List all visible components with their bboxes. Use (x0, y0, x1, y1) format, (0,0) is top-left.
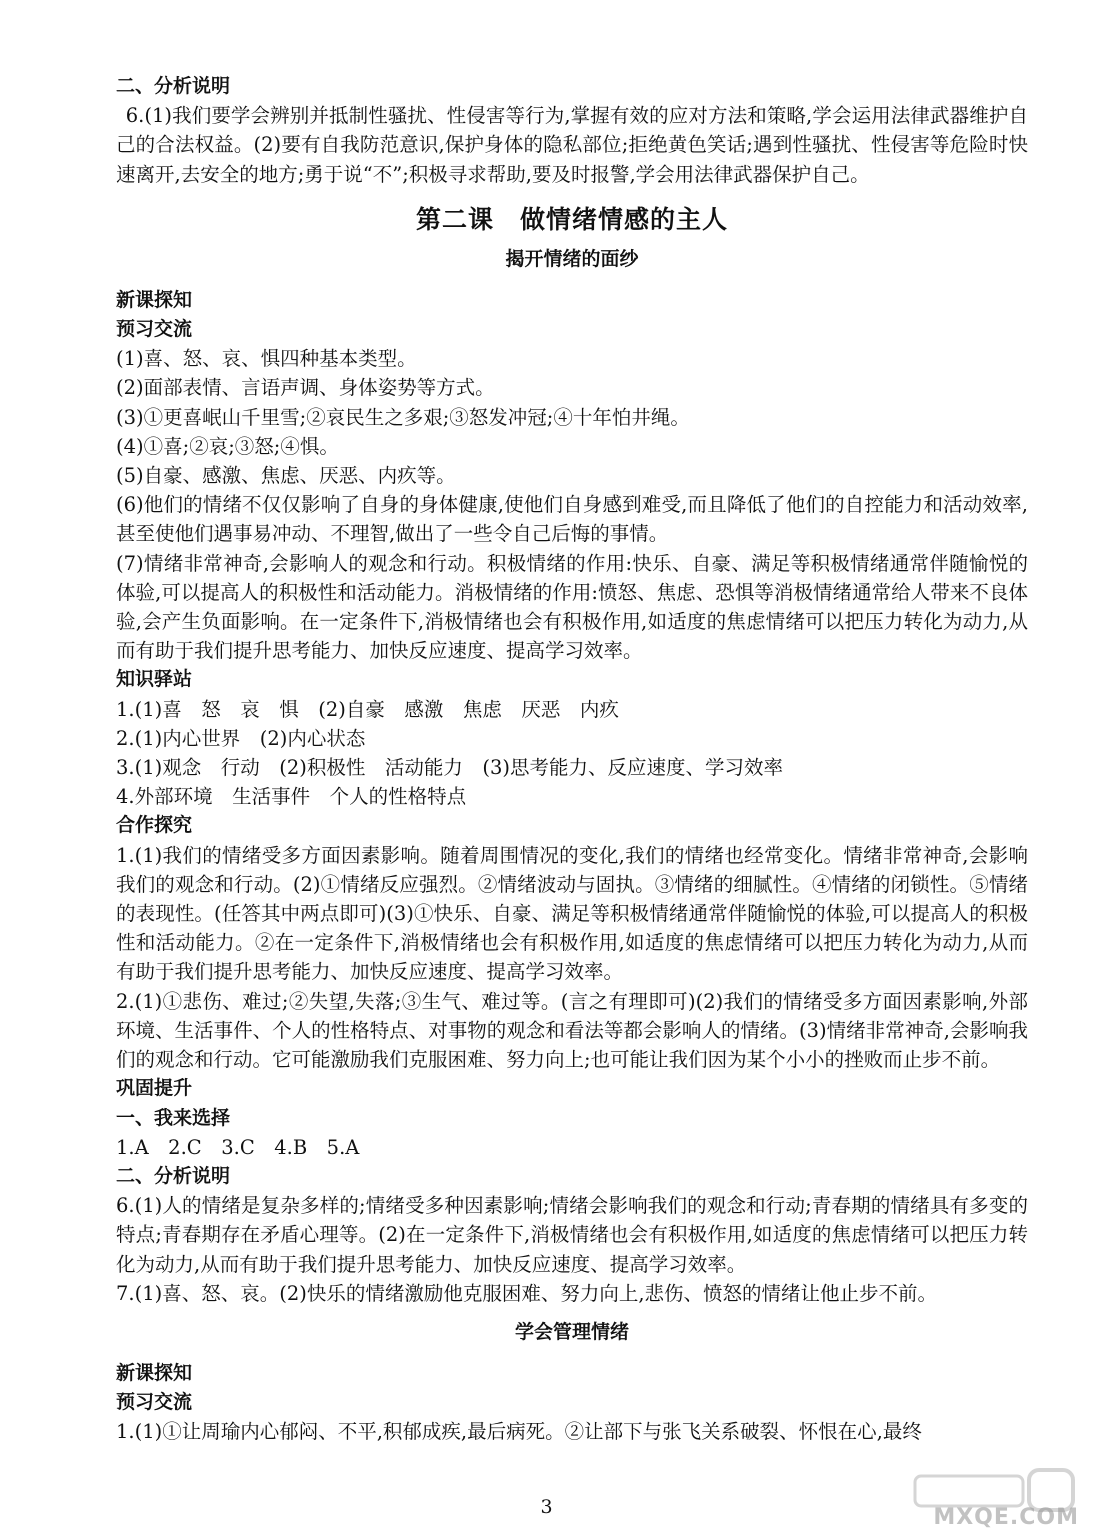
watermark-text: MXQE.COM (933, 1505, 1079, 1530)
zhishi-item-1: 1.(1)喜 怒 哀 惧 (2)自豪 感激 焦虑 厌恶 内疚 (116, 697, 619, 721)
answer-q6-top: 6.(1)我们要学会辨别并抵制性骚扰、性侵害等行为,掌握有效的应对方法和策略,学会运用法律武器维护自己的合法权益。(2)要有自我防范意识,保护身体的隐私部位;拒绝黄色笑话;遇到性骚扰、性侵害等危险时快速离开,去安全的地方;勇于说“不”;积极寻求帮助,要及时报警,学会用法律武器保护自己。 (116, 104, 1028, 186)
heading-xinke-1: 新课探知 (116, 288, 193, 311)
heading-choose: 一、我来选择 (116, 1106, 231, 1129)
analysis-item-6: 6.(1)人的情绪是复杂多样的;情绪受多种因素影响;情绪会影响我们的观念和行动;青春期的情绪具有多变的特点;青春期存在矛盾心理等。(2)在一定条件下,消极情绪也会有积极作用,如适度的焦虑情绪可以把压力转化为动力,从而有助于我们提升思考能力、加快反应速度、提高学习效率。 (116, 1194, 1028, 1276)
zhishi-item-4: 4.外部环境 生活事件 个人的性格特点 (116, 785, 467, 809)
analysis-item-7: 7.(1)喜、怒、哀。(2)快乐的情绪激励他克服困难、努力向上,悲伤、愤怒的情绪让他止步不前。 (116, 1281, 938, 1305)
section-title-2: 学会管理情绪 (514, 1320, 629, 1343)
zhishi-item-3: 3.(1)观念 行动 (2)积极性 活动能力 (3)思考能力、反应速度、学习效率 (116, 756, 783, 780)
zhishi-item-2: 2.(1)内心世界 (2)内心状态 (116, 726, 366, 750)
page-content (116, 72, 1028, 1447)
lesson-title: 第二课 做情绪情感的主人 (415, 204, 728, 234)
heading-yuxi-2: 预习交流 (116, 1391, 193, 1414)
section2-item-1: 1.(1)①让周瑜内心郁闷、不平,积郁成疾,最后病死。②让部下与张飞关系破裂、怀恨在心,最终 (116, 1420, 922, 1444)
yuxi-item-5: (5)自豪、感激、焦虑、厌恶、内疚等。 (116, 464, 456, 488)
choose-answers: 1.A 2.C 3.C 4.B 5.A (116, 1135, 360, 1159)
yuxi-item-2: (2)面部表情、言语声调、身体姿势等方式。 (116, 376, 495, 400)
page-number: 3 (540, 1496, 553, 1518)
yuxi-item-7: (7)情绪非常神奇,会影响人的观念和行动。积极情绪的作用:快乐、自豪、满足等积极情绪通常伴随愉悦的体验,可以提高人的积极性和活动能力。消极情绪的作用:愤怒、焦虑、恐惧等消极情绪通常给人带来不良体验,会产生负面影响。在一定条件下,消极情绪也会有积极作用,如适度的焦虑情绪可以把压力转化为动力,从而有助于我们提升思考能力、加快反应速度、提高学习效率。 (116, 551, 1028, 663)
heading-xinke-2: 新课探知 (116, 1361, 193, 1384)
heading-gonggu: 巩固提升 (116, 1077, 193, 1100)
hezuo-item-1: 1.(1)我们的情绪受多方面因素影响。随着周围情况的变化,我们的情绪也经常变化。情绪非常神奇,会影响我们的观念和行动。(2)①情绪反应强烈。②情绪波动与固执。③情绪的细腻性。④情绪的闭锁性。⑤情绪的表现性。(任答其中两点即可)(3)①快乐、自豪、满足等积极情绪通常伴随愉悦的体验,可以提高人的积极性和活动能力。②在一定条件下,消极情绪也会有积极作用,如适度的焦虑情绪可以把压力转化为动力,从而有助于我们提升思考能力、加快反应速度、提高学习效率。 (116, 843, 1028, 984)
yuxi-item-4: (4)①喜;②哀;③怒;④惧。 (116, 434, 339, 458)
yuxi-item-6: (6)他们的情绪不仅仅影响了自身的身体健康,使他们自身感到难受,而且降低了他们的自控能力和活动效率,甚至使他们遇事易冲动、不理智,做出了一些令自己后悔的事情。 (116, 493, 1028, 546)
heading-yuxi-1: 预习交流 (116, 318, 193, 341)
heading-hezuo: 合作探究 (116, 814, 193, 837)
yuxi-item-1: (1)喜、怒、哀、惧四种基本类型。 (116, 347, 417, 371)
heading-analysis: 二、分析说明 (116, 1164, 231, 1187)
heading-zhishi: 知识驿站 (116, 668, 193, 691)
section-title-1: 揭开情绪的面纱 (505, 247, 639, 270)
hezuo-item-2: 2.(1)①悲伤、难过;②失望,失落;③生气、难过等。(言之有理即可)(2)我们的情绪受多方面因素影响,外部环境、生活事件、个人的性格特点、对事物的观念和看法等都会影响人的情绪。(3)情绪非常神奇,会影响我们的观念和行动。它可能激励我们克服困难、努力向上;也可能让我们因为某个小小的挫败而止步不前。 (116, 989, 1028, 1072)
yuxi-item-3: (3)①更喜岷山千里雪;②哀民生之多艰;③怒发冲冠;④十年怕井绳。 (116, 405, 690, 429)
heading-analysis-top: 二、分析说明 (116, 75, 231, 97)
